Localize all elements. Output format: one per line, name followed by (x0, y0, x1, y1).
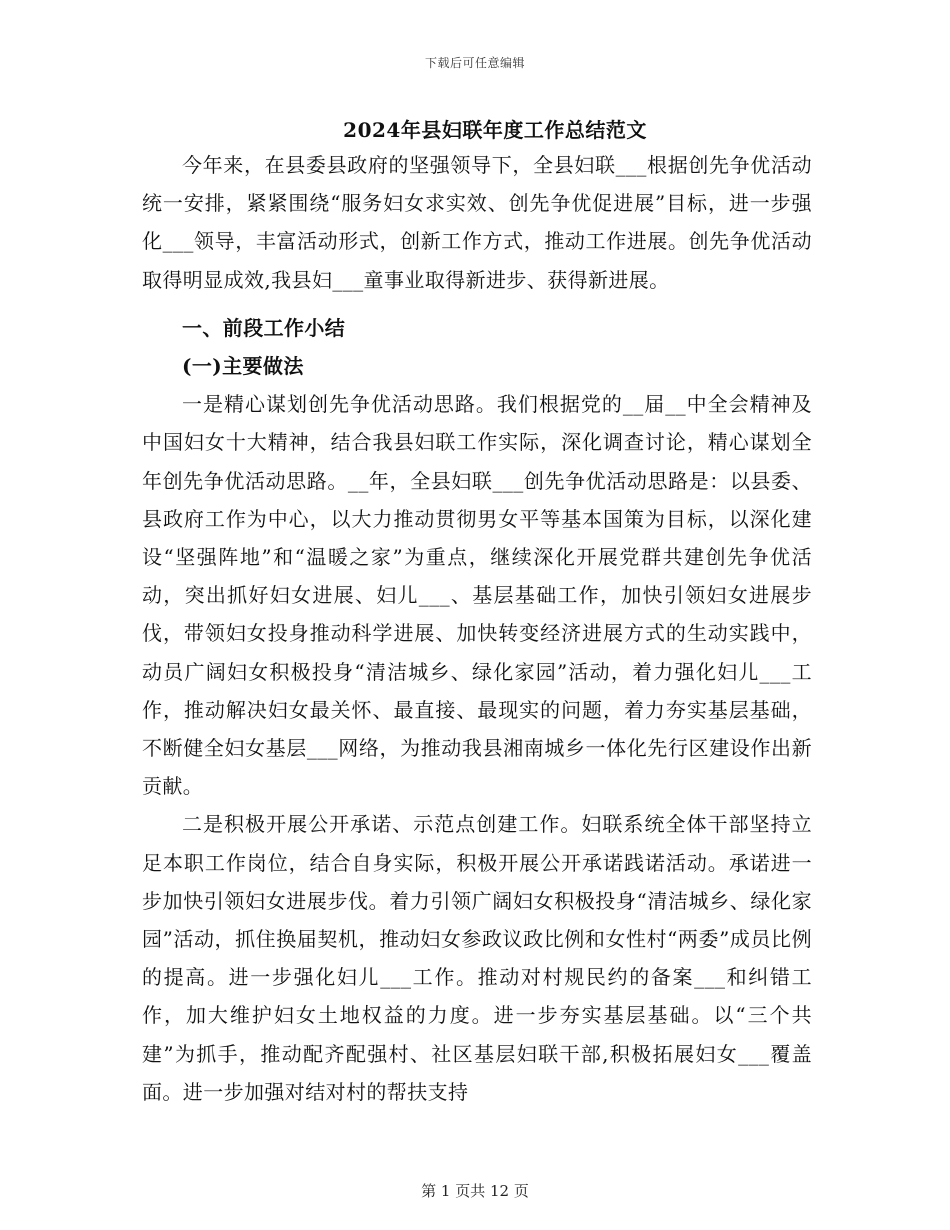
section-heading: 一、前段工作小结 (182, 315, 346, 340)
document-title: 2024年县妇联年度工作总结范文 (343, 118, 647, 142)
intro-paragraph: 今年来，在县委县政府的坚强领导下，全县妇联___根据创先争优活动统一安排，紧紧围绕“服务妇女求实效、创先争优促进展”目标，进一步强化___领导，丰富活动形式，创新工作方式，推动工作进展。创先争优活动取得明显成效,我县妇___童事业取得新进步、获得新进展。 (142, 153, 812, 292)
page-footer: 第 1 页共 12 页 (421, 1182, 529, 1200)
document-body (142, 146, 812, 1111)
header-note: 下载后可任意编辑 (424, 56, 525, 70)
body-paragraph-1: 一是精心谋划创先争优活动思路。我们根据党的__届__中全会精神及中国妇女十大精神，结合我县妇联工作实际，深化调查讨论，精心谋划全年创先争优活动思路。__年，全县妇联___创先争优活动思路是：以县委、县政府工作为中心，以大力推动贯彻男女平等基本国策为目标，以深化建设“坚强阵地”和“温暖之家”为重点，继续深化开展党群共建创先争优活动，突出抓好妇女进展、妇儿___、基层基础工作，加快引领妇女进展步伐，带领妇女投身推动科学进展、加快转变经济进展方式的生动实践中，动员广阔妇女积极投身“清洁城乡、绿化家园”活动，着力强化妇儿___工作，推动解决妇女最关怀、最直接、最现实的问题，着力夯实基层基础，不断健全妇女基层___网络，为推动我县湘南城乡一体化先行区建设作出新贡献。 (142, 392, 812, 799)
subsection-heading: (一)主要做法 (182, 354, 304, 379)
body-paragraph-2: 二是积极开展公开承诺、示范点创建工作。妇联系统全体干部坚持立足本职工作岗位，结合自身实际，积极开展公开承诺践诺活动。承诺进一步加快引领妇女进展步伐。着力引领广阔妇女积极投身“清洁城乡、绿化家园”活动，抓住换届契机，推动妇女参政议政比例和女性村“两委”成员比例的提高。进一步强化妇儿___工作。推动对村规民约的备案___和纠错工作，加大维护妇女土地权益的力度。进一步夯实基层基础。以“三个共建”为抓手，推动配齐配强村、社区基层妇联干部,积极拓展妇女___覆盖面。进一步加强对结对村的帮扶支持 (142, 812, 812, 1104)
